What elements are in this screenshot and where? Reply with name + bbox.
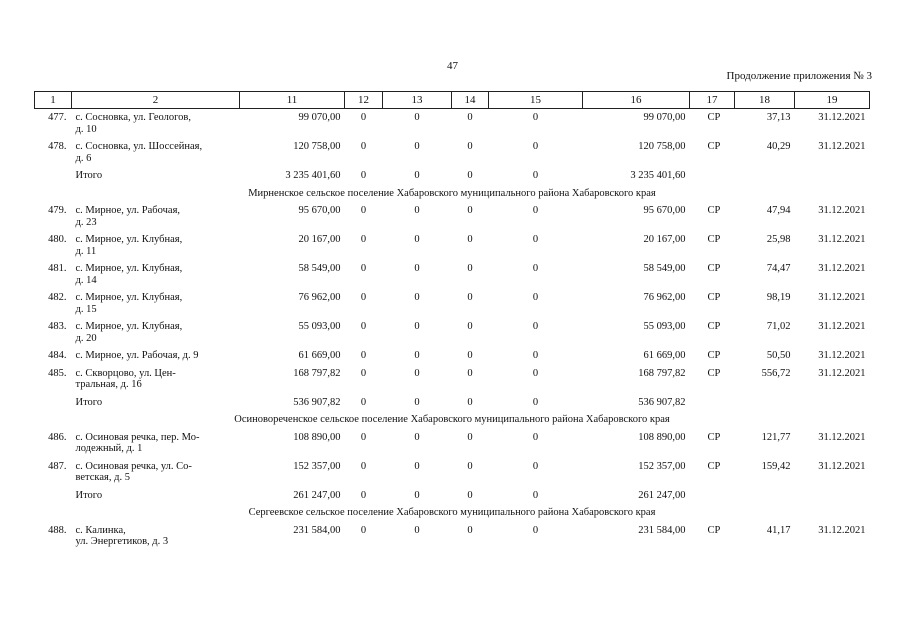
- cell-value: 0: [467, 263, 473, 274]
- address: с. Осиновая речка, ул. Со- ветская, д. 5: [75, 460, 192, 483]
- row-number: 487.: [48, 460, 67, 472]
- row-number: 486.: [48, 431, 67, 443]
- cell-code: СР: [707, 263, 721, 274]
- cell-value: 0: [467, 234, 473, 245]
- header-cell: 13: [383, 92, 452, 109]
- table-row: [35, 458, 870, 487]
- address: Итого: [75, 489, 103, 501]
- cell-value: 0: [414, 205, 420, 216]
- cell-value: 0: [360, 321, 367, 332]
- cell-value: 40,29: [766, 141, 791, 152]
- cell-value: 0: [360, 524, 367, 536]
- row-number: 488.: [48, 524, 67, 536]
- cell-value: 168 797,82: [638, 367, 686, 379]
- cell-value: 3 235 401,60: [630, 170, 686, 181]
- cell-value: 0: [414, 431, 420, 443]
- header-cell: 1: [35, 92, 72, 109]
- header-cell: 2: [72, 92, 240, 109]
- cell-value: 0: [414, 292, 420, 303]
- cell-value: 0: [414, 141, 420, 152]
- address: с. Сосновка, ул. Шоссейная, д. 6: [75, 141, 203, 164]
- cell-value: 20 167,00: [298, 234, 341, 245]
- cell-value: 99 070,00: [643, 112, 686, 123]
- cell-code: СР: [707, 205, 721, 216]
- address: с. Мирное, ул. Клубная, д. 11: [75, 234, 183, 257]
- header-row: [35, 92, 870, 109]
- cell-date: 31.12.2021: [818, 263, 866, 274]
- cell-value: 0: [360, 141, 367, 152]
- cell-value: 0: [467, 350, 473, 361]
- cell-value: 0: [467, 489, 473, 501]
- cell-value: 0: [532, 263, 539, 274]
- cell-value: 108 890,00: [638, 431, 686, 443]
- cell-value: 99 070,00: [298, 112, 341, 123]
- table-row: [35, 365, 870, 394]
- row-number: [35, 394, 72, 412]
- cell-value: 0: [414, 321, 420, 332]
- cell-value: 0: [467, 396, 473, 408]
- cell-value: 0: [360, 234, 367, 245]
- address: с. Калинка, ул. Энергетиков, д. 3: [75, 524, 169, 547]
- cell-value: 0: [467, 112, 473, 123]
- cell-value: 95 670,00: [643, 205, 686, 216]
- cell-date: 31.12.2021: [818, 524, 866, 536]
- cell-value: [735, 167, 795, 185]
- row-number: 485.: [48, 367, 67, 379]
- address: с. Осиновая речка, пер. Мо- лодежный, д. 1: [75, 431, 200, 454]
- cell-value: 120 758,00: [638, 141, 686, 152]
- cell-value: 536 907,82: [638, 396, 686, 408]
- address: с. Сосновка, ул. Геологов, д. 10: [75, 112, 191, 135]
- cell-value: 108 890,00: [293, 431, 341, 443]
- cell-value: 58 549,00: [643, 263, 686, 274]
- cell-code: СР: [707, 292, 721, 303]
- cell-code: [690, 394, 735, 412]
- cell-value: 0: [532, 460, 539, 472]
- cell-value: 0: [532, 524, 539, 536]
- cell-value: 0: [532, 431, 539, 443]
- section-heading: Осиновореченское сельское поселение Хабаровского муниципального района Хабаровского края: [234, 414, 670, 425]
- cell-date: 31.12.2021: [818, 234, 866, 245]
- cell-value: 0: [467, 460, 473, 472]
- cell-date: 31.12.2021: [818, 431, 866, 443]
- cell-value: 25,98: [766, 234, 791, 245]
- row-number: 482.: [48, 292, 67, 303]
- cell-value: 0: [414, 524, 420, 536]
- cell-value: 71,02: [766, 321, 791, 332]
- header-cell: 16: [583, 92, 690, 109]
- cell-value: 168 797,82: [293, 367, 341, 379]
- appendix-table: [34, 91, 870, 551]
- table-row: [35, 318, 870, 347]
- section-heading: Сергеевское сельское поселение Хабаровского муниципального района Хабаровского края: [248, 507, 656, 518]
- cell-date: 31.12.2021: [818, 367, 866, 379]
- table-row: [35, 347, 870, 365]
- section-heading-row: [35, 185, 870, 203]
- table-row: [35, 429, 870, 458]
- cell-value: 47,94: [766, 205, 791, 216]
- address: с. Мирное, ул. Клубная, д. 15: [75, 292, 183, 315]
- cell-code: СР: [707, 431, 721, 443]
- header-cell: 14: [452, 92, 489, 109]
- cell-code: СР: [707, 321, 721, 332]
- cell-date: 31.12.2021: [818, 321, 866, 332]
- cell-value: 0: [414, 112, 420, 123]
- address: с. Скворцово, ул. Цен- тральная, д. 16: [75, 367, 176, 390]
- continuation-note: Продолжение приложения № 3: [726, 70, 872, 82]
- header-cell: 11: [240, 92, 345, 109]
- cell-value: 0: [414, 263, 420, 274]
- address: с. Мирное, ул. Рабочая, д. 9: [75, 350, 199, 361]
- table-row: [35, 522, 870, 551]
- header-cell: 17: [690, 92, 735, 109]
- cell-code: [690, 167, 735, 185]
- cell-value: 0: [360, 205, 367, 216]
- cell-value: 55 093,00: [643, 321, 686, 332]
- total-row: [35, 487, 870, 505]
- cell-code: СР: [707, 524, 721, 536]
- table-row: [35, 109, 870, 139]
- address: с. Мирное, ул. Клубная, д. 14: [75, 263, 183, 286]
- cell-value: 0: [532, 350, 539, 361]
- cell-value: 74,47: [766, 263, 791, 274]
- cell-value: 120 758,00: [293, 141, 341, 152]
- cell-value: 556,72: [761, 367, 791, 379]
- cell-value: 0: [532, 396, 539, 408]
- cell-value: 231 584,00: [638, 524, 686, 536]
- cell-value: 0: [532, 112, 539, 123]
- address: с. Мирное, ул. Рабочая, д. 23: [75, 205, 181, 228]
- cell-date: 31.12.2021: [818, 112, 866, 123]
- cell-value: 152 357,00: [293, 460, 341, 472]
- header-cell: 18: [735, 92, 795, 109]
- cell-value: 0: [414, 489, 420, 501]
- header-cell: 15: [489, 92, 583, 109]
- cell-value: 152 357,00: [638, 460, 686, 472]
- table-row: [35, 260, 870, 289]
- cell-value: 0: [360, 263, 367, 274]
- header-cell: 12: [345, 92, 383, 109]
- cell-value: 76 962,00: [298, 292, 341, 303]
- cell-value: 0: [467, 431, 473, 443]
- cell-date: [795, 167, 870, 185]
- cell-date: [795, 487, 870, 505]
- cell-value: 0: [360, 489, 367, 501]
- cell-value: 41,17: [766, 524, 791, 536]
- cell-value: 0: [532, 234, 539, 245]
- row-number: 484.: [48, 350, 67, 361]
- cell-value: 0: [532, 367, 539, 379]
- row-number: [35, 167, 72, 185]
- cell-value: 121,77: [761, 431, 791, 443]
- cell-value: 0: [414, 367, 420, 379]
- cell-value: 55 093,00: [298, 321, 341, 332]
- cell-value: 231 584,00: [293, 524, 341, 536]
- cell-value: 0: [532, 489, 539, 501]
- cell-value: 37,13: [766, 112, 791, 123]
- cell-value: 0: [467, 292, 473, 303]
- cell-value: 159,42: [761, 460, 791, 472]
- row-number: 481.: [48, 263, 67, 274]
- cell-value: 0: [414, 350, 420, 361]
- cell-code: [690, 487, 735, 505]
- address: Итого: [75, 170, 103, 181]
- cell-value: 0: [360, 431, 367, 443]
- cell-date: 31.12.2021: [818, 205, 866, 216]
- cell-code: СР: [707, 141, 721, 152]
- cell-value: 0: [532, 170, 539, 181]
- row-number: 478.: [48, 141, 67, 152]
- cell-value: 0: [467, 141, 473, 152]
- cell-value: 3 235 401,60: [285, 170, 341, 181]
- cell-value: 0: [467, 170, 473, 181]
- cell-value: 261 247,00: [638, 489, 686, 501]
- cell-value: 0: [360, 350, 367, 361]
- cell-value: 0: [467, 205, 473, 216]
- cell-value: [735, 394, 795, 412]
- row-number: 477.: [48, 112, 67, 123]
- cell-value: 0: [360, 292, 367, 303]
- cell-code: СР: [707, 234, 721, 245]
- cell-value: 98,19: [766, 292, 791, 303]
- cell-value: 0: [532, 141, 539, 152]
- cell-value: 0: [360, 396, 367, 408]
- cell-code: СР: [707, 460, 721, 472]
- cell-value: 61 669,00: [643, 350, 686, 361]
- cell-value: 0: [414, 460, 420, 472]
- address: Итого: [75, 396, 103, 408]
- section-heading-row: [35, 411, 870, 429]
- header-cell: 19: [795, 92, 870, 109]
- cell-value: 0: [360, 367, 367, 379]
- row-number: 480.: [48, 234, 67, 245]
- cell-code: СР: [707, 367, 721, 379]
- cell-value: 58 549,00: [298, 263, 341, 274]
- cell-value: 0: [532, 292, 539, 303]
- cell-value: 0: [360, 112, 367, 123]
- table-row: [35, 202, 870, 231]
- cell-value: 0: [467, 367, 473, 379]
- cell-value: 0: [360, 460, 367, 472]
- cell-value: 61 669,00: [298, 350, 341, 361]
- table-row: [35, 231, 870, 260]
- section-heading-row: [35, 504, 870, 522]
- section-heading: Мирненское сельское поселение Хабаровского муниципального района Хабаровского края: [248, 187, 656, 199]
- cell-value: 0: [532, 205, 539, 216]
- cell-value: 0: [414, 396, 420, 408]
- row-number: 483.: [48, 321, 67, 332]
- table-row: [35, 289, 870, 318]
- cell-value: 261 247,00: [293, 489, 341, 501]
- cell-value: 0: [467, 524, 473, 536]
- cell-date: 31.12.2021: [818, 460, 866, 472]
- cell-value: 0: [414, 170, 420, 181]
- cell-value: 536 907,82: [293, 396, 341, 408]
- cell-value: 0: [532, 321, 539, 332]
- cell-value: 76 962,00: [643, 292, 686, 303]
- cell-date: 31.12.2021: [818, 350, 866, 361]
- table-row: [35, 138, 870, 167]
- cell-value: 0: [467, 321, 473, 332]
- cell-value: 0: [360, 170, 367, 181]
- cell-value: 95 670,00: [298, 205, 341, 216]
- cell-value: 0: [414, 234, 420, 245]
- cell-value: [735, 487, 795, 505]
- address: с. Мирное, ул. Клубная, д. 20: [75, 321, 183, 344]
- cell-value: 20 167,00: [643, 234, 686, 245]
- row-number: 479.: [48, 205, 67, 216]
- total-row: [35, 394, 870, 412]
- cell-code: СР: [707, 112, 721, 123]
- cell-date: 31.12.2021: [818, 141, 866, 152]
- cell-code: СР: [707, 350, 721, 361]
- cell-value: 50,50: [766, 350, 791, 361]
- total-row: [35, 167, 870, 185]
- row-number: [35, 487, 72, 505]
- page-number: 47: [447, 60, 458, 72]
- cell-date: [795, 394, 870, 412]
- cell-date: 31.12.2021: [818, 292, 866, 303]
